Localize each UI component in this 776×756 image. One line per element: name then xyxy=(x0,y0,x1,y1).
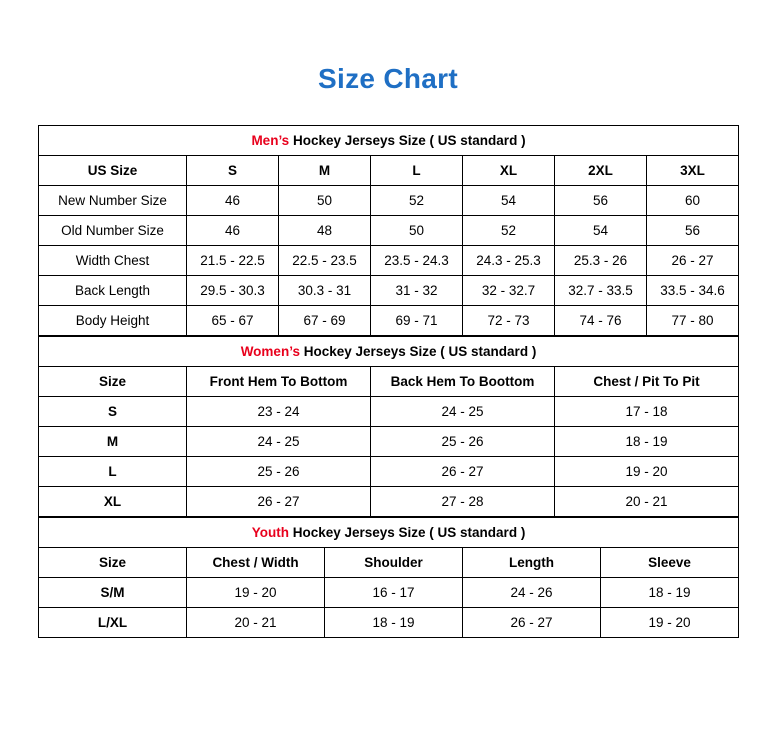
table-cell: 18 - 19 xyxy=(601,577,739,607)
table-cell: 46 xyxy=(187,185,279,215)
row-label: S/M xyxy=(39,577,187,607)
table-row xyxy=(39,275,739,305)
table-row xyxy=(39,185,739,215)
table-cell: 18 - 19 xyxy=(555,426,739,456)
table-cell: 46 xyxy=(187,215,279,245)
table-cell: 19 - 20 xyxy=(555,456,739,486)
table-cell: 20 - 21 xyxy=(555,486,739,516)
table-row xyxy=(39,245,739,275)
row-label: Old Number Size xyxy=(39,215,187,245)
row-label: Back Length xyxy=(39,275,187,305)
womens-heading-rest: Hockey Jerseys Size ( US standard ) xyxy=(299,343,537,359)
row-label: L/XL xyxy=(39,607,187,637)
table-header-row xyxy=(39,547,739,577)
table-cell: 32.7 - 33.5 xyxy=(555,275,647,305)
table-cell: 52 xyxy=(463,215,555,245)
table-cell: 24 - 25 xyxy=(371,396,555,426)
youth-column-header: Length xyxy=(463,547,601,577)
row-label: XL xyxy=(39,486,187,516)
table-cell: 24 - 26 xyxy=(463,577,601,607)
row-label: New Number Size xyxy=(39,185,187,215)
table-cell: 32 - 32.7 xyxy=(463,275,555,305)
mens-heading-rest: Hockey Jerseys Size ( US standard ) xyxy=(289,132,526,148)
table-cell: 22.5 - 23.5 xyxy=(279,245,371,275)
table-header-row xyxy=(39,155,739,185)
table-cell: 19 - 20 xyxy=(601,607,739,637)
table-row xyxy=(39,215,739,245)
table-cell: 23.5 - 24.3 xyxy=(371,245,463,275)
table-cell: 50 xyxy=(279,185,371,215)
table-cell: 31 - 32 xyxy=(371,275,463,305)
youth-column-header: Shoulder xyxy=(325,547,463,577)
mens-column-header: XL xyxy=(463,155,555,185)
row-label: L xyxy=(39,456,187,486)
table-row xyxy=(39,305,739,335)
row-label: S xyxy=(39,396,187,426)
table-cell: 33.5 - 34.6 xyxy=(647,275,739,305)
youth-heading-rest: Hockey Jerseys Size ( US standard ) xyxy=(288,524,526,540)
youth-column-header: Sleeve xyxy=(601,547,739,577)
table-cell: 20 - 21 xyxy=(187,607,325,637)
table-row xyxy=(39,426,739,456)
table-cell: 18 - 19 xyxy=(325,607,463,637)
table-section-heading-row xyxy=(39,336,739,366)
table-cell: 65 - 67 xyxy=(187,305,279,335)
table-section-heading-row xyxy=(39,125,739,155)
table-cell: 54 xyxy=(463,185,555,215)
youth-section-heading xyxy=(39,517,739,547)
table-cell: 52 xyxy=(371,185,463,215)
table-row xyxy=(39,456,739,486)
table-section-heading-row xyxy=(39,517,739,547)
row-label: Width Chest xyxy=(39,245,187,275)
table-cell: 29.5 - 30.3 xyxy=(187,275,279,305)
table-row xyxy=(39,577,739,607)
youth-column-header: Chest / Width xyxy=(187,547,325,577)
mens-size-table xyxy=(38,125,739,336)
table-cell: 72 - 73 xyxy=(463,305,555,335)
table-cell: 21.5 - 22.5 xyxy=(187,245,279,275)
table-cell: 67 - 69 xyxy=(279,305,371,335)
womens-column-header: Back Hem To Boottom xyxy=(371,366,555,396)
table-cell: 16 - 17 xyxy=(325,577,463,607)
row-label: Body Height xyxy=(39,305,187,335)
table-row xyxy=(39,607,739,637)
youth-heading-accent: Youth xyxy=(251,524,289,540)
table-cell: 74 - 76 xyxy=(555,305,647,335)
mens-column-header: 2XL xyxy=(555,155,647,185)
table-cell: 26 - 27 xyxy=(647,245,739,275)
mens-section-heading xyxy=(39,125,739,155)
mens-column-header: US Size xyxy=(39,155,187,185)
womens-column-header: Chest / Pit To Pit xyxy=(555,366,739,396)
size-chart-page xyxy=(0,64,776,756)
table-cell: 60 xyxy=(647,185,739,215)
table-cell: 69 - 71 xyxy=(371,305,463,335)
table-cell: 56 xyxy=(647,215,739,245)
table-cell: 24.3 - 25.3 xyxy=(463,245,555,275)
womens-heading-accent: Women’s xyxy=(240,343,300,359)
table-cell: 26 - 27 xyxy=(371,456,555,486)
mens-heading-accent: Men’s xyxy=(251,132,290,148)
table-cell: 23 - 24 xyxy=(187,396,371,426)
table-cell: 17 - 18 xyxy=(555,396,739,426)
table-cell: 50 xyxy=(371,215,463,245)
table-cell: 48 xyxy=(279,215,371,245)
table-header-row xyxy=(39,366,739,396)
table-cell: 26 - 27 xyxy=(187,486,371,516)
table-cell: 26 - 27 xyxy=(463,607,601,637)
table-cell: 30.3 - 31 xyxy=(279,275,371,305)
womens-column-header: Front Hem To Bottom xyxy=(187,366,371,396)
mens-column-header: L xyxy=(371,155,463,185)
womens-section-heading xyxy=(39,336,739,366)
table-row xyxy=(39,396,739,426)
table-cell: 25 - 26 xyxy=(371,426,555,456)
mens-column-header: S xyxy=(187,155,279,185)
row-label: M xyxy=(39,426,187,456)
table-cell: 25.3 - 26 xyxy=(555,245,647,275)
table-cell: 24 - 25 xyxy=(187,426,371,456)
mens-column-header: M xyxy=(279,155,371,185)
womens-size-table xyxy=(38,336,739,517)
youth-size-table xyxy=(38,517,739,638)
mens-column-header: 3XL xyxy=(647,155,739,185)
table-cell: 25 - 26 xyxy=(187,456,371,486)
table-cell: 54 xyxy=(555,215,647,245)
youth-column-header: Size xyxy=(39,547,187,577)
page-title: Size Chart xyxy=(318,63,458,94)
table-cell: 19 - 20 xyxy=(187,577,325,607)
table-cell: 27 - 28 xyxy=(371,486,555,516)
womens-column-header: Size xyxy=(39,366,187,396)
table-row xyxy=(39,486,739,516)
table-cell: 56 xyxy=(555,185,647,215)
size-chart-tables xyxy=(38,125,738,638)
table-cell: 77 - 80 xyxy=(647,305,739,335)
